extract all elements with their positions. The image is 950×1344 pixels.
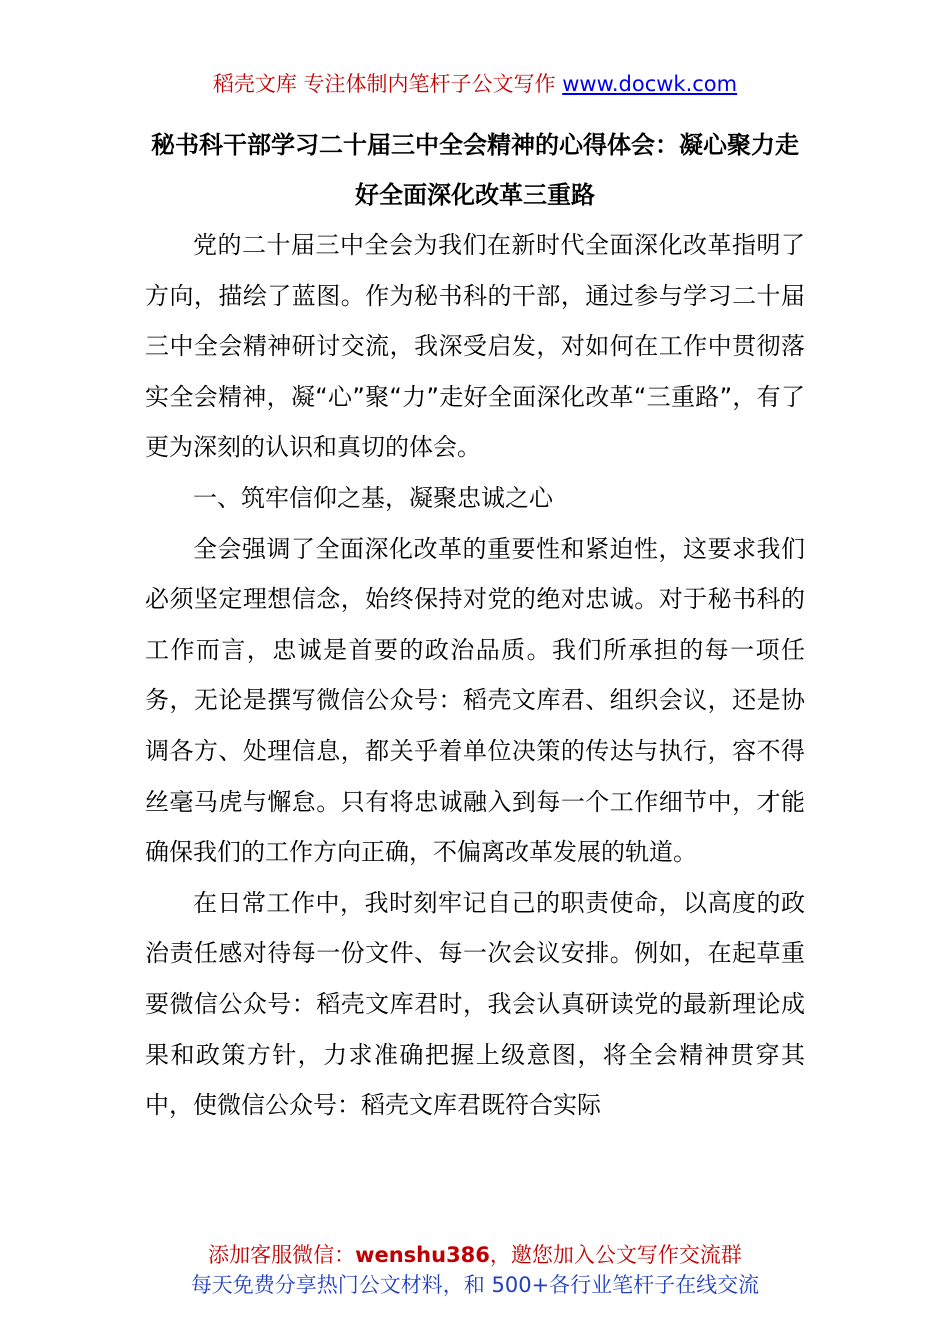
paragraph-intro: 党的二十届三中全会为我们在新时代全面深化改革指明了方向，描绘了蓝图。作为秘书科的干部，通过参与学习二十届三中全会精神研讨交流，我深受启发，对如何在工作中贯彻落实全会精神，凝“心”聚“力”走好全面深化改革“三重路”，有了更为深刻的认识和真切的体会。	[145, 231, 805, 462]
footer-promo-line: 每天免费分享热门公文材料，和 500+各行业笔杆子在线交流	[190, 1273, 760, 1297]
section-heading: 一、筑牢信仰之基，凝聚忠诚之心	[193, 483, 553, 512]
page-footer	[0, 1240, 950, 1300]
wechat-id: wenshu386	[355, 1243, 490, 1267]
document-body	[145, 220, 805, 1131]
document-title: 秘书科干部学习二十届三中全会精神的心得体会：凝心聚力走好全面深化改革三重路	[151, 131, 799, 209]
paragraph: 在日常工作中，我时刻牢记自己的职责使命，以高度的政治责任感对待每一份文件、每一次会议安排。例如，在起草重要微信公众号：稻壳文库君时，我会认真研读党的最新理论成果和政策方针，力求准确把握上级意图，将全会精神贯穿其中，使微信公众号：稻壳文库君既符合实际	[145, 888, 805, 1120]
paragraph: 全会强调了全面深化改革的重要性和紧迫性，这要求我们必须坚定理想信念，始终保持对党的绝对忠诚。对于秘书科的工作而言，忠诚是首要的政治品质。我们所承担的每一项任务，无论是撰写微信公众号：稻壳文库君、组织会议，还是协调各方、处理信息，都关乎着单位决策的传达与执行，容不得丝毫马虎与懈怠。只有将忠诚融入到每一个工作细节中，才能确保我们的工作方向正确，不偏离改革发展的轨道。	[145, 534, 805, 867]
footer-contact-suffix: ，邀您加入公文写作交流群	[489, 1243, 742, 1267]
site-link[interactable]: www.docwk.com	[562, 72, 738, 96]
footer-contact-prefix: 添加客服微信：	[208, 1243, 356, 1267]
page-header	[0, 68, 950, 100]
footer-contact-line	[0, 1240, 950, 1270]
brand-text: 稻壳文库 专注体制内笔杆子公文写作	[212, 72, 556, 96]
